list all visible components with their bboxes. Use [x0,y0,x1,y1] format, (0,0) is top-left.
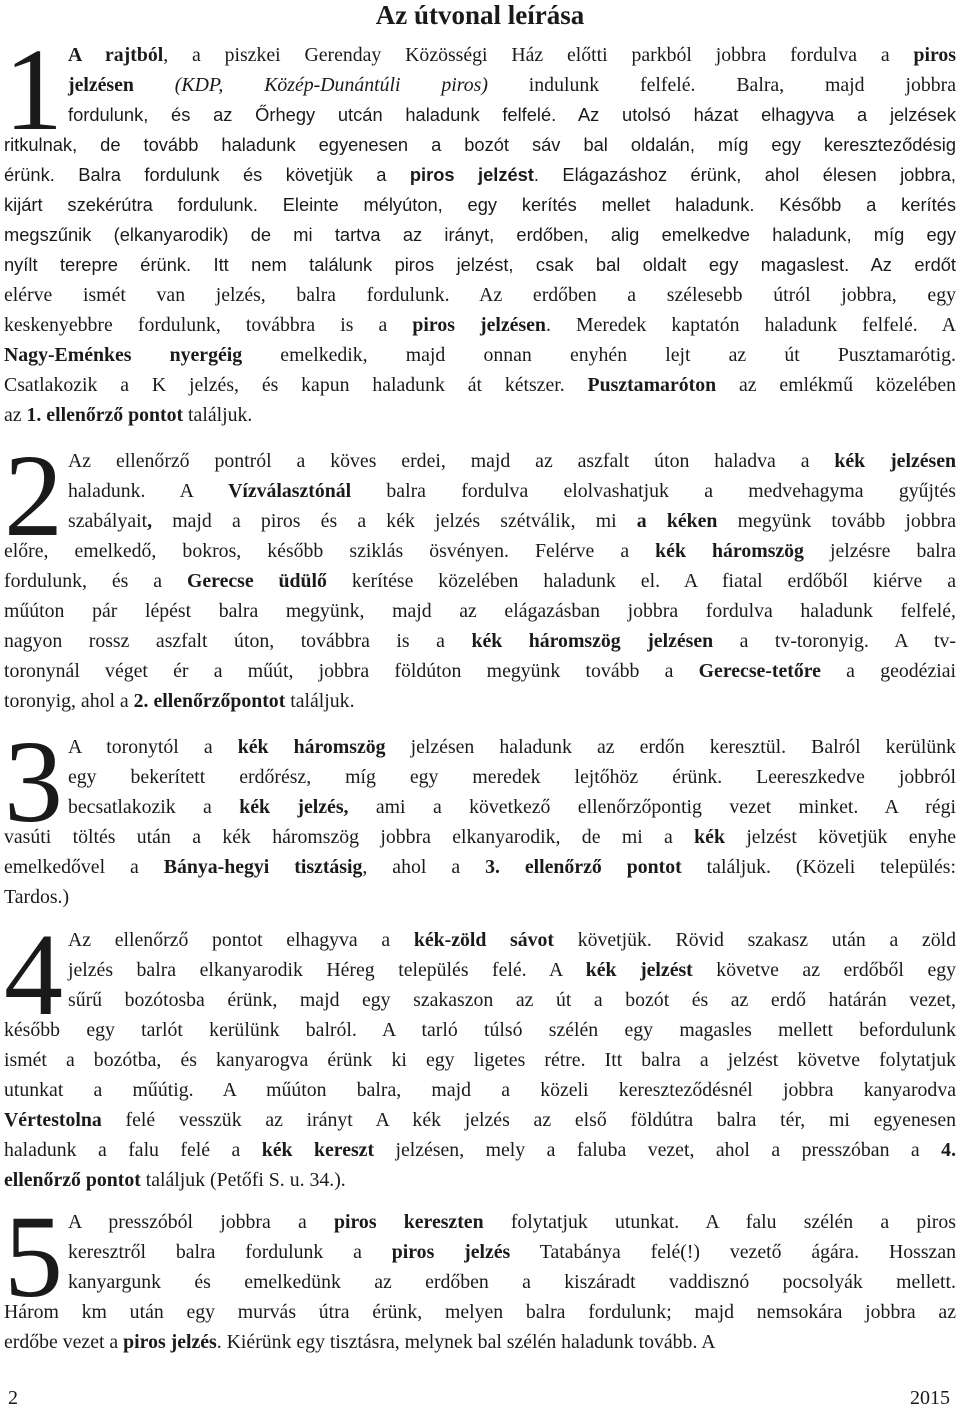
text-run: később egy tarlót kerülünk balról. A tarló túlsó szélén egy magasles mellett befordulunk [4,1019,956,1041]
bold-text: kék jelzés, [239,796,349,818]
section-number: 2 [4,430,63,561]
text-line [4,220,956,250]
text-line [4,686,956,716]
section-3 [4,716,957,912]
text-run: a tv-toronyig. A tv- [713,630,956,652]
bold-text: Vértestolna [4,1109,102,1131]
text-run: szabályait [68,510,148,532]
text-line [68,476,956,506]
bold-text: Bánya-hegyi tisztásig [163,856,363,878]
text-run: követve az erdőből egy [692,959,957,981]
text-run: fordulunk, és a [4,570,187,592]
text-run: . Elágazáshoz érünk, ahol élesen jobbra, [533,164,956,185]
text-line [4,280,956,310]
bold-text: kék kereszt [261,1139,375,1161]
text-line [4,1045,956,1075]
text-run: megszűnik (elkanyarodik) de mi tartva az irányt, erdőben, alig emelkedve haladunk, míg egy [4,224,956,245]
text-line [68,40,956,70]
text-line [4,340,956,370]
text-run: találjuk. (Közeli település: [681,856,956,878]
text-run: jelzésen haladunk az erdőn keresztül. Balról kerülünk [385,736,956,758]
text-run: folytatjuk utunkat. A falu szélén a piros [483,1211,956,1233]
text-run: keskenyebbre fordulunk, továbbra is a [4,314,413,336]
bold-text: A rajtból [68,44,164,66]
text-line [4,1075,956,1105]
text-run: indulunk felfelé. Balra, majd jobbra [487,74,956,96]
text-run: nyílt terepre érünk. Itt nem találunk piros jelzést, csak bal oldalt egy magaslest. Az erdőt [4,254,956,275]
section-1 [4,24,957,430]
text-line [68,1237,956,1267]
text-run: találjuk. [285,690,355,712]
italic-text: (KDP, Közép-Dunántúli piros) [174,74,488,96]
bold-text: kék-zöld sávot [413,929,555,951]
text-run: Három km után egy murvás útra érünk, melyen balra fordulunk; majd nemsokára jobbra az [4,1301,956,1323]
text-run: az emlékmű közelében [716,374,956,396]
text-run: felé vesszük az irányt A kék jelzés az első földútra balra tér, mi egyenesen [101,1109,956,1131]
text-line [4,566,956,596]
text-line [4,130,956,160]
text-line [68,100,956,130]
bold-text: kék jelzésen [834,450,956,472]
text-run: nagyon rossz aszfalt úton, továbbra is a [4,630,472,652]
bold-text: piros [913,44,957,66]
text-line [4,656,956,686]
text-line [68,1207,956,1237]
text-run: vasúti töltés után a kék háromszög jobbra elkanyarodik, de mi a [4,826,695,848]
bold-text: 1. ellenőrző pontot [26,404,184,426]
text-run: az [4,404,27,426]
text-line [68,925,956,955]
text-run: műúton pár lépést balra megyünk, majd az elágazásban jobbra fordulva haladunk felfelé, [4,600,956,622]
bold-text: kék háromszög jelzésen [471,630,714,652]
section-5 [4,1191,957,1357]
bold-text: kék jelzést [585,959,693,981]
text-line [68,762,956,792]
bold-text: piros jelzést [409,164,534,185]
text-run: becsatlakozik a [68,796,240,818]
section-number: 4 [4,909,63,1040]
bold-text: a kéken [636,510,718,532]
section-number: 1 [4,24,63,155]
text-line [68,446,956,476]
text-line [4,1105,956,1135]
bold-text: Nagy-Eménkes nyergéig [4,344,243,366]
text-run: emelkedik, majd onnan enyhén lejt az út Pusztamarótig. [242,344,956,366]
section-2 [4,430,956,716]
bold-text: piros jelzés [123,1331,217,1353]
text-line [68,70,956,100]
bold-text: Gerecse-tetőre [698,660,821,682]
bold-text: , [147,510,153,532]
text-run: toronynál véget ér a műút, jobbra földúton megyünk tovább a [4,660,699,682]
text-run: jelzés balra elkanyarodik Héreg település felé. A [68,959,586,981]
text-run: előre, emelkedő, bokros, később sziklás ösvényen. Felérve a [4,540,656,562]
text-line [4,822,956,852]
text-run: ritkulnak, de tovább haladunk egyenesen a bozót sáv bal oldalán, míg egy kereszteződésig [4,134,956,155]
text-run: fordulunk, és az Őrhegy utcán haladunk felfelé. Az utolsó házat elhagyva a jelzések [68,104,956,125]
text-run: a geodéziai [820,660,956,682]
section-number: 3 [4,716,63,847]
text-run: egy bekerített erdőrész, míg egy meredek lejtőhöz érünk. Leereszkedve jobbról [68,766,956,788]
text-run: érünk. Balra fordulunk és követjük a [4,164,410,185]
text-run: . Meredek kaptatón haladunk felfelé. A [545,314,956,336]
text-run [134,74,175,96]
text-line [4,882,956,912]
bold-text: piros kereszten [334,1211,484,1233]
text-run: , ahol a [362,856,486,878]
text-run: ismét a bozótba, és kanyarogva érünk ki egy ligetes rétre. Itt balra a jelzést követve folytatjuk [4,1049,956,1071]
page-number: 2 [8,1387,18,1409]
text-line [4,400,956,430]
text-run: keresztről balra fordulunk a [68,1241,392,1263]
bold-text: 2. ellenőrzőpontot [133,690,286,712]
text-line [68,985,956,1015]
text-run: emelkedővel a [4,856,164,878]
bold-text: kék háromszög [655,540,804,562]
bold-text: piros jelzés [391,1241,511,1263]
text-run: Az ellenőrző pontról a köves erdei, majd az aszfalt úton haladva a [68,450,835,472]
bold-text: 3. ellenőrző pontot [485,856,682,878]
text-line [4,1327,956,1357]
text-line [4,160,956,190]
text-run: Tatabánya felé(!) vezető ágára. Hosszan [510,1241,957,1263]
bold-text: jelzésen [68,74,134,96]
text-line [68,792,956,822]
text-line [4,190,956,220]
text-run: követjük. Rövid szakasz után a zöld [554,929,956,951]
text-run: ami a következő ellenőrzőpontig vezet minket. A régi [348,796,957,818]
text-line [68,1267,956,1297]
text-run: találjuk (Petőfi S. u. 34.). [140,1169,346,1191]
text-line [4,596,956,626]
text-run: megyünk tovább jobbra [717,510,956,532]
text-run: kerítése közelében haladunk el. A fiatal erdőből kiérve a [326,570,956,592]
text-line [4,1135,956,1165]
text-run: A toronytól a [68,736,238,758]
text-run: Csatlakozik a K jelzés, és kapun haladunk át kétszer. [4,374,588,396]
text-run: , a piszkei Gerenday Közösségi Ház előtti parkból jobbra fordulva a [163,44,914,66]
text-run: haladunk. A [68,480,229,502]
page-title: Az útvonal leírása [375,0,585,30]
text-line [4,1015,956,1045]
footer-year: 2015 [910,1387,950,1409]
text-run: A presszóból jobbra a [68,1211,335,1233]
text-line [4,626,956,656]
bold-text: Gerecse üdülő [186,570,327,592]
text-line [4,1165,956,1195]
bold-text: kék háromszög [237,736,386,758]
text-line [68,955,956,985]
text-run: majd a piros és a kék jelzés szétválik, mi [152,510,637,532]
text-run: kijárt szekérútra fordulunk. Eleinte mélyúton, egy kerítés mellet haladunk. Később a kerítés [4,194,956,215]
text-line [4,536,956,566]
bold-text: Pusztamaróton [587,374,717,396]
text-run: találjuk. [183,404,253,426]
text-line [4,1297,956,1327]
bold-text: piros jelzésen [412,314,546,336]
text-run: haladunk a falu felé a [4,1139,262,1161]
text-line [4,852,956,882]
bold-text: kék [694,826,725,848]
bold-text: ellenőrző pontot [4,1169,141,1191]
text-line [68,732,956,762]
text-line [4,250,956,280]
text-run: Az ellenőrző pontot elhagyva a [68,929,414,951]
text-run: Tardos.) [4,886,70,908]
text-run: jelzésen, mely a faluba vezet, ahol a presszóban a [374,1139,942,1161]
text-run: balra fordulva elolvashatjuk a medvehagyma gyűjtés [351,480,956,502]
text-run: toronyig, ahol a [4,690,134,712]
bold-text: Vízválasztónál [228,480,352,502]
text-run: jelzésre balra [803,540,956,562]
text-run: kanyargunk és emelkedünk az erdőben a kiszáradt vaddisznó pocsolyák mellett. [68,1271,956,1293]
text-line [68,506,956,536]
text-line [4,370,956,400]
section-number: 5 [4,1191,63,1322]
text-run: utunkat a műútig. A műúton balra, majd a közeli kereszteződésnél jobbra kanyarodva [4,1079,956,1101]
text-run: sűrű bozótosba érünk, majd egy szakaszon az út a bozót és az erdő határán vezet, [68,989,956,1011]
text-run: . Kiérünk egy tisztásra, melynek bal szélén haladunk tovább. A [216,1331,716,1353]
text-run: elérve ismét van jelzés, balra fordulunk. Az erdőben a szélesebb útról jobbra, egy [4,284,956,306]
text-run: erdőbe vezet a [4,1331,124,1353]
bold-text: 4. [941,1139,957,1161]
text-line [4,310,956,340]
text-run: jelzést követjük enyhe [724,826,956,848]
section-4 [4,909,957,1195]
